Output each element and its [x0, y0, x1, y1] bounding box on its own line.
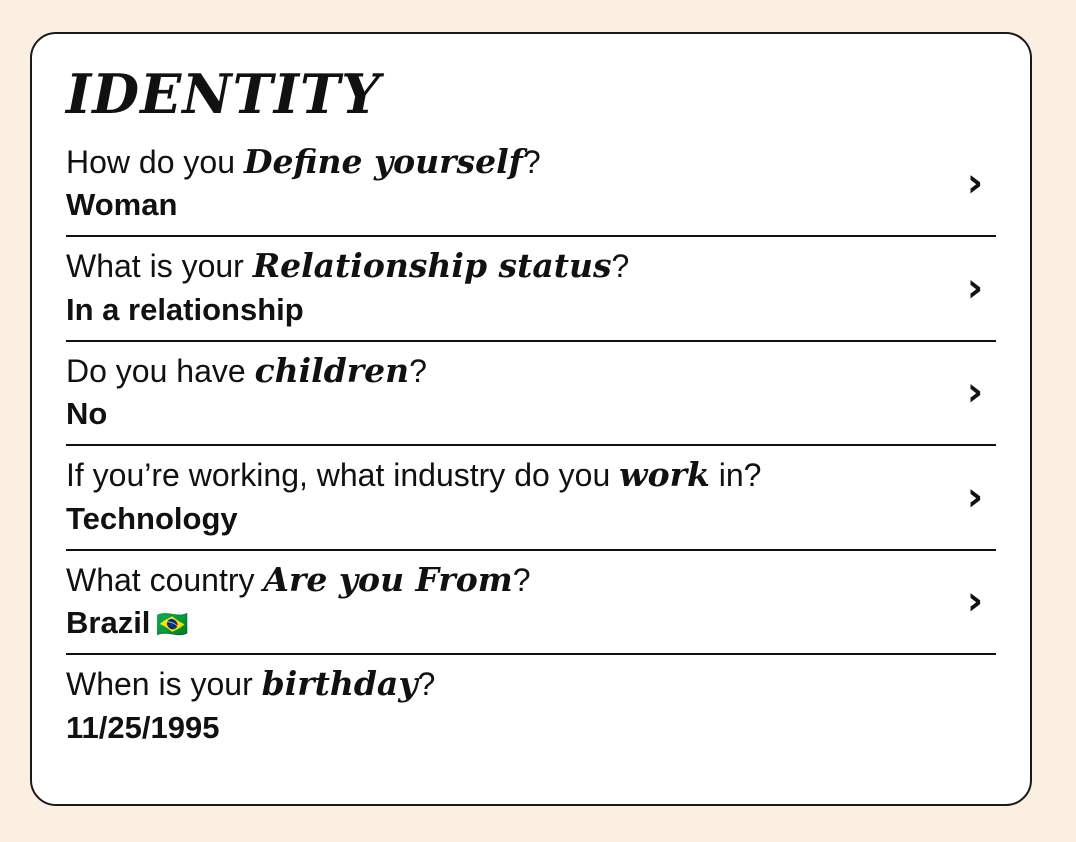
- question-label: [66, 559, 954, 601]
- answer-value: [66, 603, 954, 643]
- question-emphasis: Relationship status: [252, 246, 612, 286]
- question-suffix: ?: [611, 248, 630, 285]
- answer-value: [66, 185, 954, 225]
- question-prefix: If you’re working, what industry do you: [66, 457, 620, 494]
- question-label: [66, 141, 954, 183]
- brazil-flag-icon: 🇧🇷: [156, 609, 189, 640]
- question-prefix: What is your: [66, 248, 253, 285]
- list-item-children[interactable]: [66, 342, 996, 447]
- question-emphasis: work: [619, 455, 710, 495]
- question-emphasis: birthday: [261, 664, 418, 704]
- chevron-right-icon[interactable]: ›: [966, 578, 984, 625]
- question-emphasis: children: [254, 350, 410, 390]
- question-label: [66, 454, 954, 496]
- question-emphasis: Define yourself: [243, 141, 523, 181]
- list-item-work-industry[interactable]: [66, 446, 996, 551]
- answer-text: 11/25/1995: [66, 709, 220, 745]
- row-text: [66, 245, 954, 330]
- list-item-country[interactable]: [66, 551, 996, 656]
- answer-value: [66, 394, 954, 434]
- question-prefix: How do you: [66, 143, 244, 180]
- row-text: [66, 350, 954, 435]
- question-label: [66, 350, 954, 392]
- row-text: [66, 454, 954, 539]
- question-prefix: When is your: [66, 666, 262, 703]
- answer-text: Woman: [66, 187, 178, 223]
- page-title: IDENTITY: [66, 62, 381, 126]
- chevron-right-icon[interactable]: ›: [966, 264, 984, 311]
- question-label: [66, 245, 954, 287]
- row-text: [66, 663, 996, 748]
- list-item-define-yourself[interactable]: [66, 133, 996, 238]
- answer-value: [66, 499, 954, 539]
- chevron-right-icon[interactable]: ›: [966, 473, 984, 520]
- question-prefix: What country: [66, 561, 264, 598]
- answer-value: [66, 290, 954, 330]
- question-suffix: ?: [417, 666, 436, 703]
- list-item-relationship-status[interactable]: [66, 237, 996, 342]
- question-label: [66, 663, 996, 705]
- question-suffix: in?: [709, 457, 762, 494]
- identity-card: [30, 32, 1032, 806]
- answer-text: In a relationship: [66, 291, 304, 327]
- row-text: [66, 559, 954, 644]
- list-item-birthday[interactable]: [66, 655, 996, 758]
- answer-text: No: [66, 396, 108, 432]
- row-text: [66, 141, 954, 226]
- answer-value: [66, 708, 996, 748]
- question-prefix: Do you have: [66, 352, 255, 389]
- question-suffix: ?: [522, 143, 541, 180]
- chevron-right-icon[interactable]: ›: [966, 369, 984, 416]
- question-emphasis: Are you From: [263, 559, 513, 599]
- answer-text: Technology: [66, 500, 238, 536]
- chevron-right-icon[interactable]: ›: [966, 160, 984, 207]
- question-suffix: ?: [512, 561, 531, 598]
- question-suffix: ?: [409, 352, 427, 389]
- answer-text: Brazil: [66, 605, 151, 641]
